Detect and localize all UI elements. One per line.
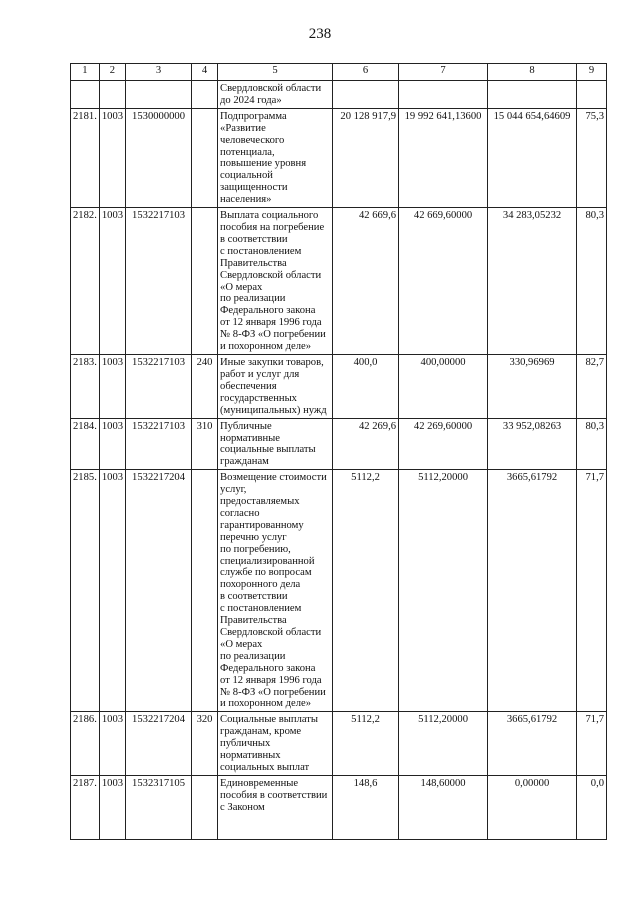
cell-specified: 5112,20000 [399, 712, 488, 776]
cell-section: 1003 [99, 470, 125, 712]
table-row [71, 108, 607, 207]
cell-target: 1532217204 [126, 712, 192, 776]
cell-percent: 80,3 [577, 418, 607, 470]
cell-description: Социальные выплаты гражданам, кроме публичных нормативных социальных выплат [218, 712, 333, 776]
cell-num: 2181. [71, 108, 100, 207]
cell-approved: 42 269,6 [333, 418, 399, 470]
cell-target: 1532217204 [126, 470, 192, 712]
cell-section: 1003 [99, 355, 125, 419]
cell-section: 1003 [99, 712, 125, 776]
cell-approved: 5112,2 [333, 470, 399, 712]
cell-target [126, 81, 192, 109]
cell-num: 2187. [71, 775, 100, 839]
table-row [71, 470, 607, 712]
header-cell: 6 [333, 64, 399, 81]
cell-type [192, 208, 218, 355]
cell-type: 320 [192, 712, 218, 776]
cell-executed: 330,96969 [488, 355, 577, 419]
cell-specified: 5112,20000 [399, 470, 488, 712]
cell-specified [399, 81, 488, 109]
header-cell: 9 [577, 64, 607, 81]
cell-approved [333, 81, 399, 109]
cell-type: 310 [192, 418, 218, 470]
header-cell: 4 [192, 64, 218, 81]
cell-percent: 75,3 [577, 108, 607, 207]
header-cell: 5 [218, 64, 333, 81]
cell-executed: 3665,61792 [488, 470, 577, 712]
header-cell: 3 [126, 64, 192, 81]
table-row [71, 208, 607, 355]
cell-specified: 400,00000 [399, 355, 488, 419]
cell-approved: 42 669,6 [333, 208, 399, 355]
budget-table [70, 63, 607, 840]
cell-target: 1530000000 [126, 108, 192, 207]
cell-description: Возмещение стоимости услуг, предоставляемых согласно гарантированному перечню услуг по погребению, специализированной службе по вопросам похоронного дела в соответствии с постановлением Правительства Свердловской области «О мерах по реализации Федерального закона от 12 января 1996 года № 8-ФЗ «О погребении и похоронном деле» [218, 470, 333, 712]
cell-specified: 148,60000 [399, 775, 488, 839]
cell-num: 2186. [71, 712, 100, 776]
table-row [71, 775, 607, 839]
cell-num: 2182. [71, 208, 100, 355]
cell-executed: 15 044 654,64609 [488, 108, 577, 207]
table-row [71, 355, 607, 419]
cell-target: 1532217103 [126, 418, 192, 470]
cell-num: 2183. [71, 355, 100, 419]
header-cell: 1 [71, 64, 100, 81]
cell-description: Иные закупки товаров, работ и услуг для обеспечения государственных (муниципальных) нужд [218, 355, 333, 419]
cell-num: 2185. [71, 470, 100, 712]
cell-executed: 33 952,08263 [488, 418, 577, 470]
cell-section: 1003 [99, 775, 125, 839]
cell-target: 1532217103 [126, 355, 192, 419]
cell-type [192, 775, 218, 839]
cell-executed: 0,00000 [488, 775, 577, 839]
cell-description: Публичные нормативные социальные выплаты гражданам [218, 418, 333, 470]
cell-target: 1532317105 [126, 775, 192, 839]
cell-specified: 42 269,60000 [399, 418, 488, 470]
cell-percent [577, 81, 607, 109]
cell-type [192, 81, 218, 109]
cell-executed: 34 283,05232 [488, 208, 577, 355]
cell-approved: 148,6 [333, 775, 399, 839]
cell-specified: 42 669,60000 [399, 208, 488, 355]
cell-type: 240 [192, 355, 218, 419]
header-row [71, 64, 607, 81]
cell-description: Свердловской области до 2024 года» [218, 81, 333, 109]
cell-section: 1003 [99, 208, 125, 355]
cell-approved: 20 128 917,9 [333, 108, 399, 207]
cell-specified: 19 992 641,13600 [399, 108, 488, 207]
cell-approved: 5112,2 [333, 712, 399, 776]
cell-percent: 0,0 [577, 775, 607, 839]
cell-percent: 71,7 [577, 712, 607, 776]
cell-section [99, 81, 125, 109]
cell-type [192, 470, 218, 712]
cell-target: 1532217103 [126, 208, 192, 355]
header-cell: 8 [488, 64, 577, 81]
cell-percent: 71,7 [577, 470, 607, 712]
cell-executed [488, 81, 577, 109]
page-number: 238 [308, 26, 332, 42]
cell-section: 1003 [99, 108, 125, 207]
cell-approved: 400,0 [333, 355, 399, 419]
cell-description: Выплата социального пособия на погребение в соответствии с постановлением Правительства Свердловской области «О мерах по реализации Федерального закона от 12 января 1996 года № 8-ФЗ «О погребении и похоронном деле» [218, 208, 333, 355]
cell-executed: 3665,61792 [488, 712, 577, 776]
cell-num: 2184. [71, 418, 100, 470]
cell-section: 1003 [99, 418, 125, 470]
header-cell: 2 [99, 64, 125, 81]
cell-description: Подпрограмма «Развитие человеческого потенциала, повышение уровня социальной защищенности населения» [218, 108, 333, 207]
cell-percent: 82,7 [577, 355, 607, 419]
continuation-row [71, 81, 607, 109]
header-cell: 7 [399, 64, 488, 81]
cell-percent: 80,3 [577, 208, 607, 355]
table-row [71, 418, 607, 470]
table-row [71, 712, 607, 776]
cell-num [71, 81, 100, 109]
cell-description: Единовременные пособия в соответствии с Законом [218, 775, 333, 839]
cell-type [192, 108, 218, 207]
